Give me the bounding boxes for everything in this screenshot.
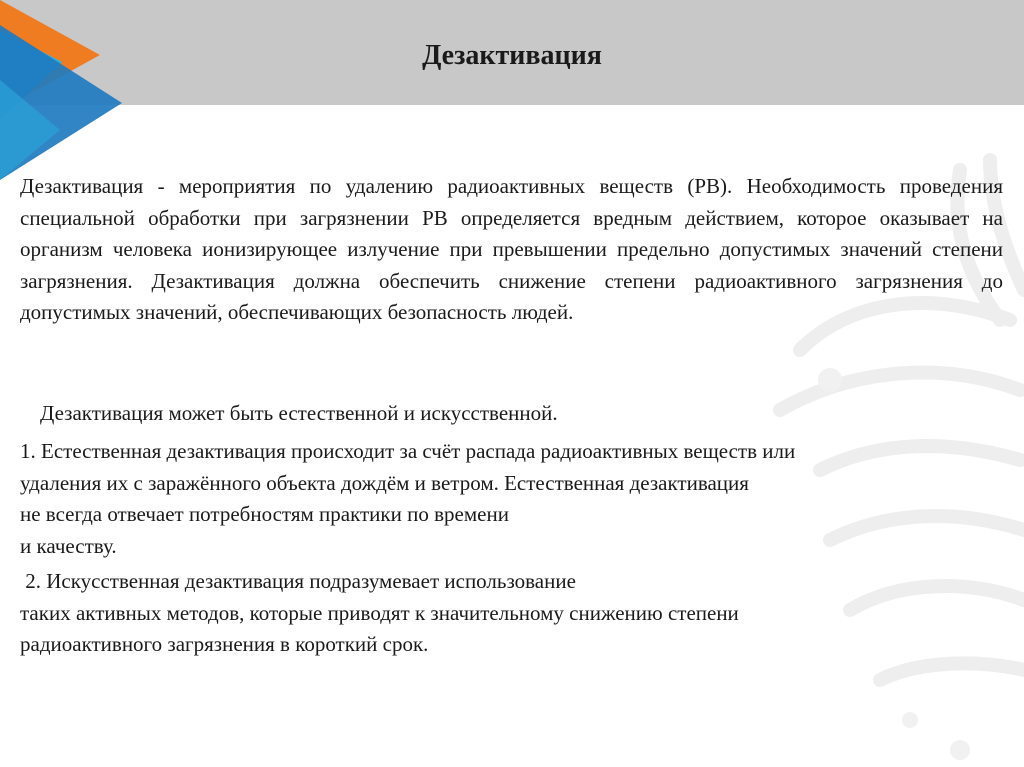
text-line: не всегда отвечает потребностям практики по времени [20,502,509,526]
text-line: 2. Искусственная дезактивация подразумевает использование [20,569,576,593]
types-intro-paragraph: Дезактивация может быть естественной и искусственной. [40,401,558,425]
text-line: удаления их с заражённого объекта дождём и ветром. Естественная дезактивация [20,470,749,495]
natural-decontamination-paragraph [20,436,980,562]
text-line: радиоактивного загрязнения в короткий срок. [20,632,429,656]
artificial-decontamination-paragraph [20,566,980,661]
definition-paragraph: Дезактивация - мероприятия по удалению радиоактивных веществ (РВ). Необходимость проведения специальной обработки при загрязнении РВ определяется вредным действием, которое оказывает на организм человека ионизирующее излучение при превышении предельно допустимых значений степени загрязнения. Дезактивация должна обеспечить снижение степени радиоактивного загрязнения до допустимых значений, обеспечивающих безопасность людей. [20,174,1003,324]
corner-triangles-decoration [0,0,125,185]
text-line: и качеству. [20,533,117,558]
text-line: таких активных методов, которые приводят к значительному снижению степени [20,600,739,625]
slide-title: Дезактивация [422,40,602,71]
text-line: 1. Естественная дезактивация происходит за счёт распада радиоактивных веществ или [20,439,796,463]
